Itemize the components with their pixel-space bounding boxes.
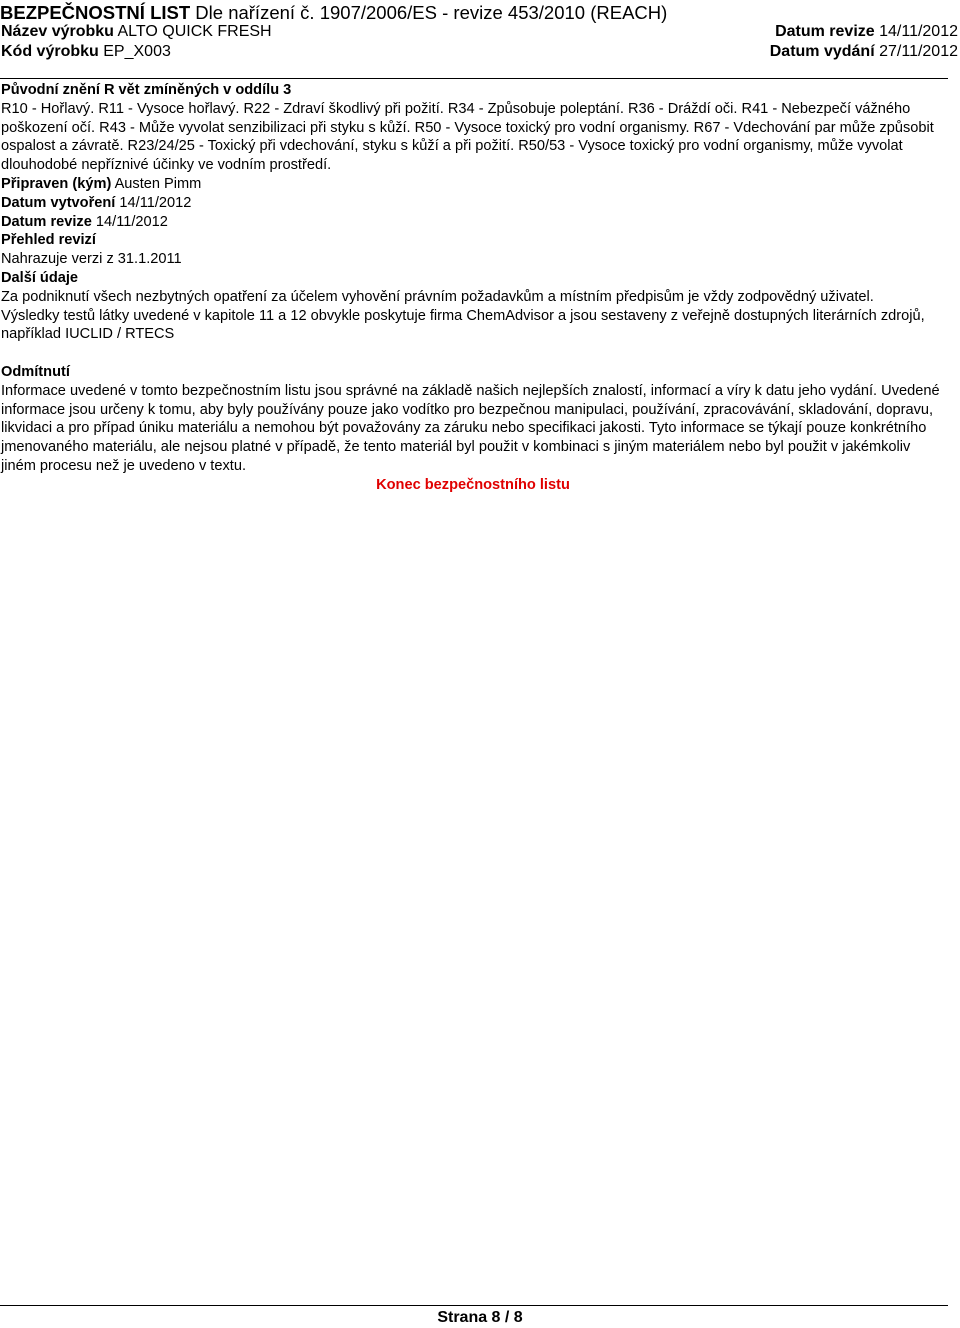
issue-date-label: Datum vydání [769, 43, 875, 60]
document-title-regulation: Dle nařízení č. 1907/2006/ES - revize 453/2010 (REACH) [195, 2, 668, 23]
product-name-label: Název výrobku [1, 23, 114, 40]
product-code-value: EP_X003 [103, 43, 171, 60]
revision-date-value: 14/11/2012 [95, 213, 168, 230]
issue-date-value: 27/11/2012 [879, 43, 958, 60]
revision-overview-text: Nahrazuje verzi z 31.1.2011 [1, 251, 182, 268]
other-info-text-1: Za podniknutí všech nezbytných opatření za účelem vyhovění právním požadavkům a místním předpisům je vždy zodpovědný uživatel. [1, 288, 874, 305]
prepared-by-label: Připraven (kým) [1, 175, 112, 192]
end-of-sheet-text: Konec bezpečnostního listu [376, 476, 570, 493]
footer-divider [0, 1305, 948, 1306]
revision-overview-heading: Přehled revizí [1, 232, 96, 249]
header-divider [0, 78, 948, 79]
created-date-value: 14/11/2012 [119, 194, 192, 211]
header-revision-date-label: Datum revize [775, 23, 875, 40]
prepared-by-line [1, 175, 945, 194]
other-info-heading: Další údaje [1, 269, 79, 286]
revision-date-label: Datum revize [1, 213, 92, 230]
product-name-value: ALTO QUICK FRESH [117, 23, 272, 40]
disclaimer-heading: Odmítnutí [1, 363, 70, 380]
document-title-bold: BEZPEČNOSTNÍ LIST [0, 2, 191, 23]
created-date-label: Datum vytvoření [1, 194, 116, 211]
r-phrases-heading: Původní znění R vět zmíněných v oddílu 3 [1, 82, 292, 98]
prepared-by-value: Austen Pimm [114, 175, 202, 192]
other-info-text-2: Výsledky testů látky uvedené v kapitole 11 a 12 obvykle poskytuje firma ChemAdvisor a jsou sestaveny z veřejně dostupných literárních zdrojů, například IUCLID / RTECS [1, 307, 925, 343]
revision-date-line [1, 213, 945, 232]
disclaimer-text: Informace uvedené v tomto bezpečnostním listu jsou správné na základě našich nejlepších znalostí, informací a víry k datu jeho vydání. Uvedené informace jsou určeny k tomu, aby byly používány pouze jako vodítko pro bezpečnou manipulaci, používání, zpracovávání, skladování, dopravu, likvidaci a pro případ úniku materiálu a nemohou být považovány za záruku nebo specifikaci jakosti. Tyto informace se týkají pouze konkrétního jmenovaného materiálu, ale nejsou platné v případě, že tento materiál byl použit v kombinaci s jiným materiálem nebo byl použit v jakémkoliv jiném procesu než je uvedeno v textu. [1, 382, 940, 474]
document-title [0, 2, 960, 24]
product-code-label: Kód výrobku [1, 43, 99, 60]
header-revision-date-value: 14/11/2012 [879, 23, 958, 40]
r-phrases-text: R10 - Hořlavý. R11 - Vysoce hořlavý. R22 - Zdraví škodlivý při požití. R34 - Způsobuje poleptání. R36 - Dráždí oči. R41 - Nebezpečí vážného poškození očí. R43 - Může vyvolat senzibilizaci při styku s kůží. R50 - Vysoce toxický pro vodní organismy. R67 - Vdechování par může způsobit ospalost a závratě. R23/24/25 - Toxický při vdechování, styku s kůží a při požití. R50/53 - Vysoce toxický pro vodní organismy, může vyvolat dlouhodobé nepříznivé účinky ve vodním prostředí. [1, 100, 934, 174]
page-number: Strana 8 / 8 [437, 1309, 523, 1326]
paragraph-gap [1, 344, 945, 363]
created-date-line [1, 194, 945, 213]
document-body [1, 81, 945, 495]
